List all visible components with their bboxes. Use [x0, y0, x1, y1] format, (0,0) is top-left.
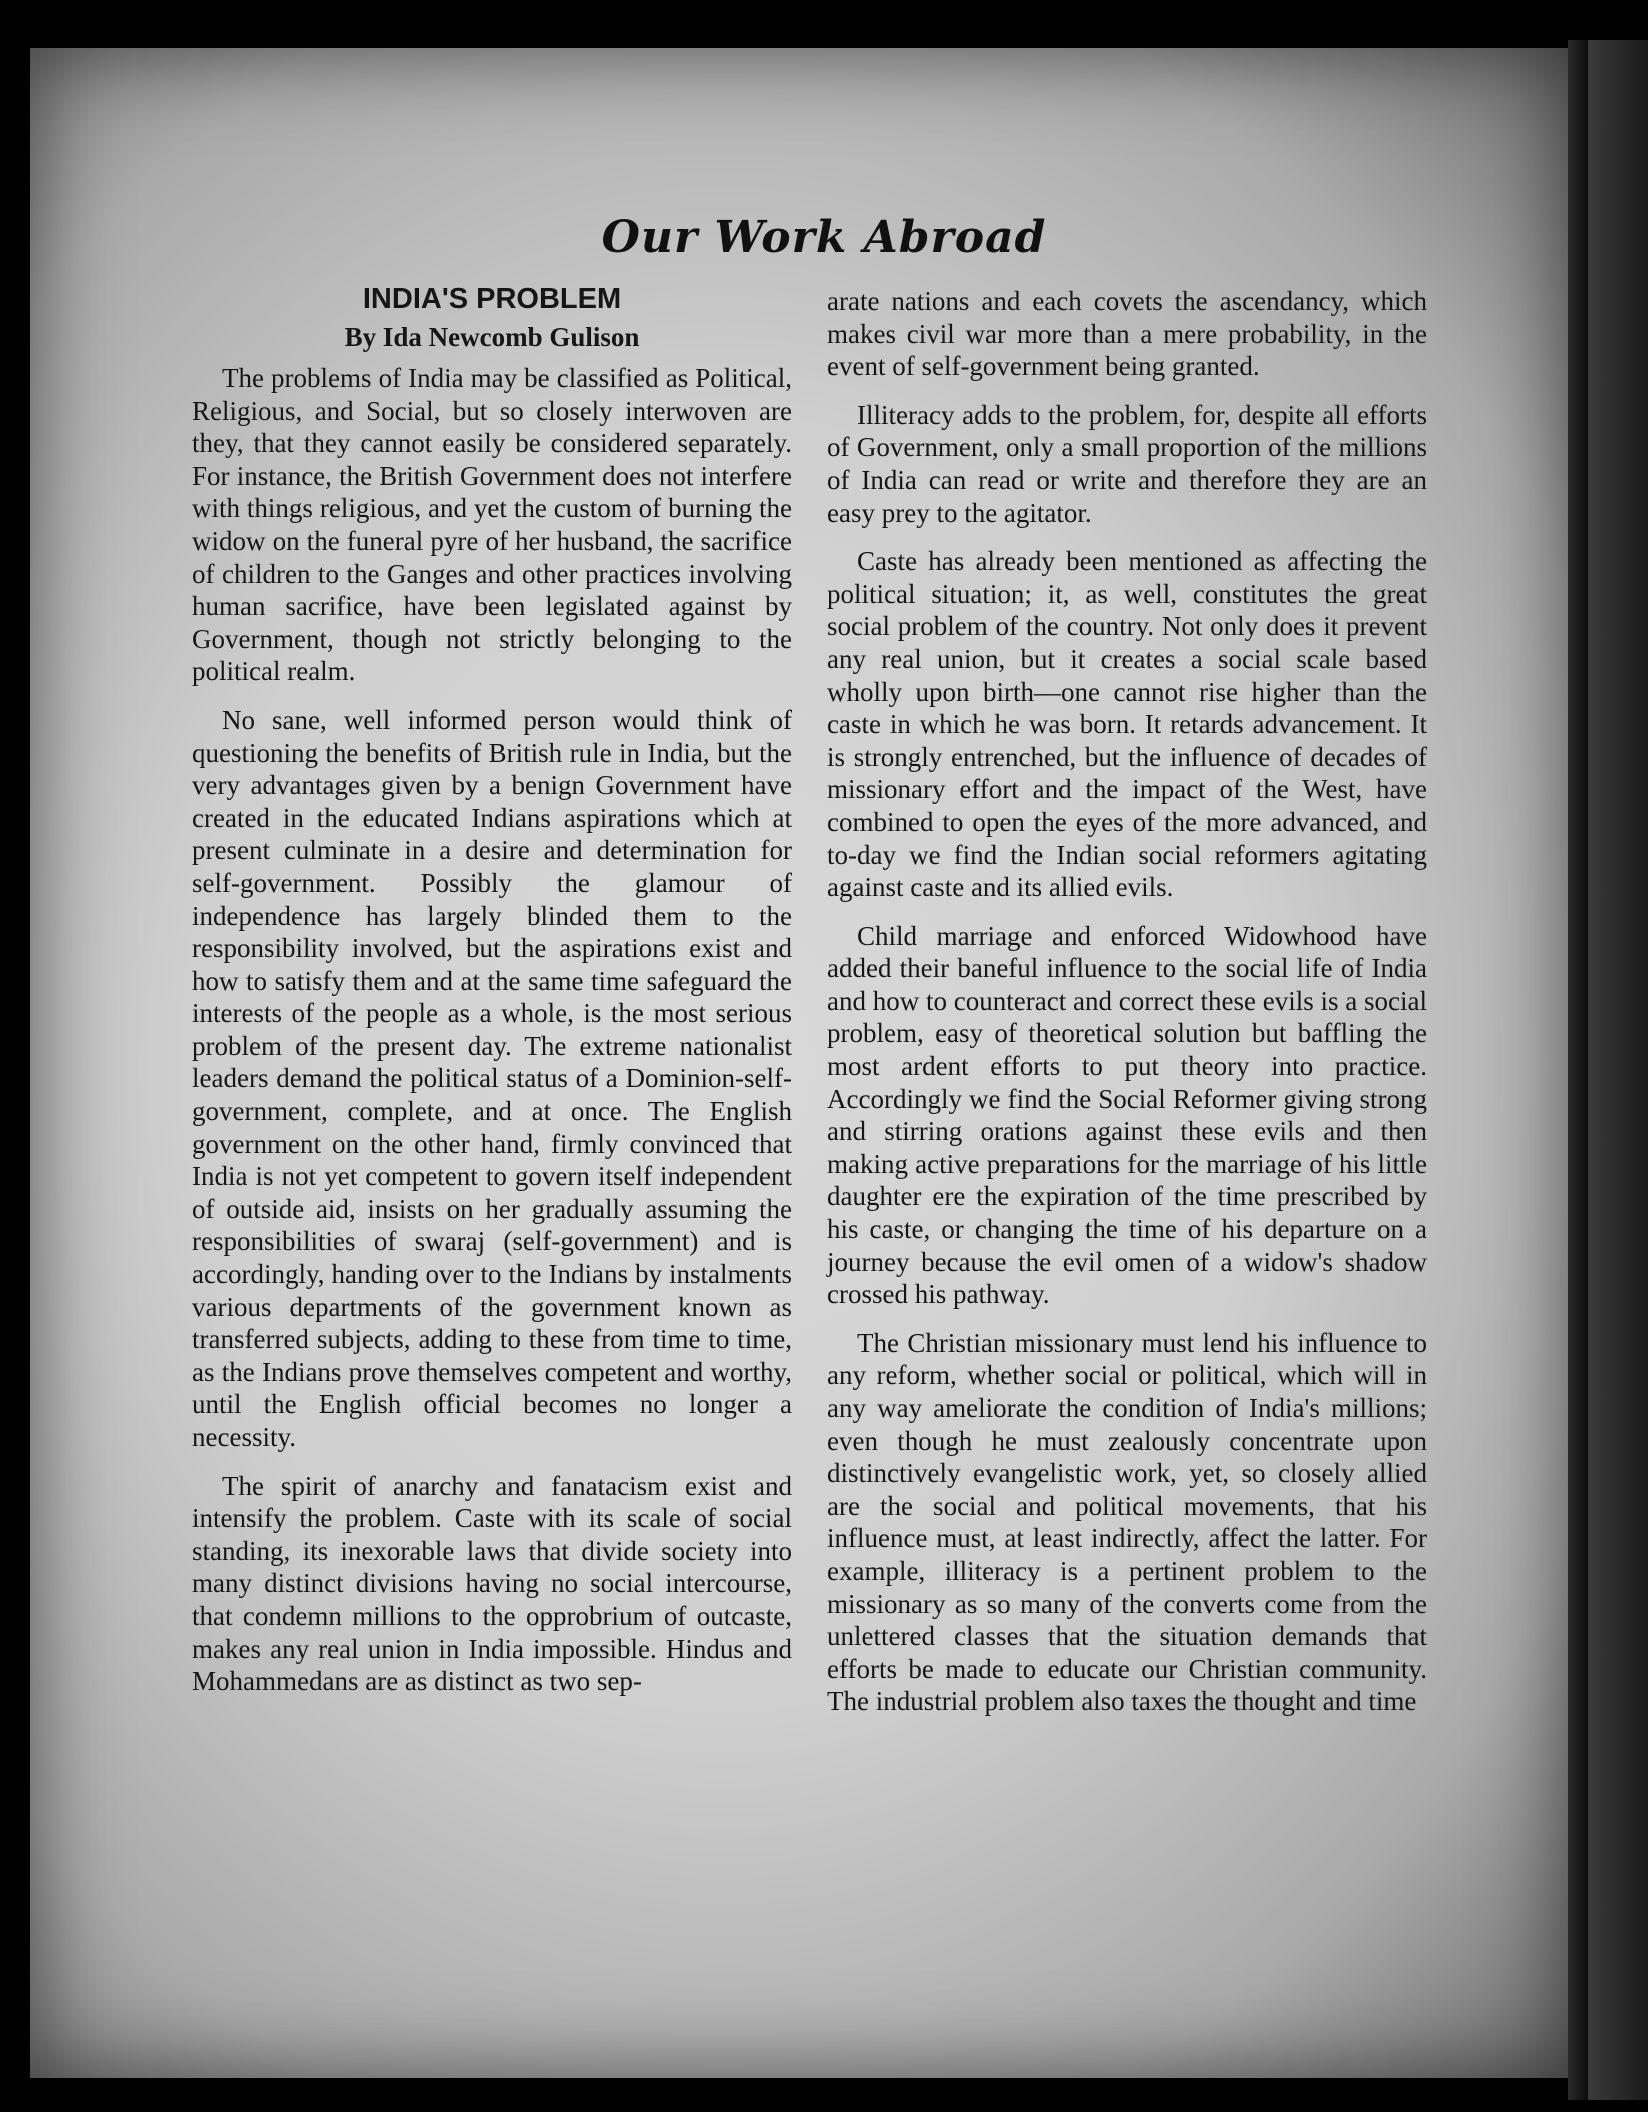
left-column [192, 282, 792, 1714]
page-spine [1568, 40, 1588, 2100]
adjacent-page-edge [1588, 40, 1648, 2100]
paragraph: The Christian missionary must lend his influence to any reform, whether social or political, which will in any way ameliorate the condition of India's millions; even though he must zealously concentrate upon distinctively evangelistic work, yet, so closely allied are the social and political movements, that his influence must, at least indirectly, affect the latter. For example, illiteracy is a pertinent problem to the missionary as so many of the converts come from the unlettered classes that the situation demands that efforts be made to educate our Christian community. The industrial problem also taxes the thought and time [827, 1327, 1427, 1717]
paragraph: No sane, well informed person would think of questioning the benefits of British rule in India, but the very advantages given by a benign Government have created in the educated Indians aspirations which at present culminate in a desire and determination for self-government. Possibly the glamour of independence has largely blinded them to the responsibility involved, but the aspirations exist and how to satisfy them and at the same time safeguard the interests of the people as a whole, is the most serious problem of the present day. The extreme nationalist leaders demand the political status of a Dominion-self-government, complete, and at once. The English government on the other hand, firmly convinced that India is not yet competent to govern itself independent of outside aid, insists on her gradually assuming the responsibilities of swaraj (self-government) and is accordingly, handing over to the Indians by instalments various departments of the government known as transferred subjects, adding to these from time to time, as the Indians prove themselves competent and worthy, until the English official becomes no longer a necessity. [192, 704, 792, 1452]
paragraph: Child marriage and enforced Widowhood have added their baneful influence to the social life of India and how to counteract and correct these evils is a social problem, easy of theoretical solution but baffling the most ardent efforts to put theory into practice. Accordingly we find the Social Reformer giving strong and stirring orations against these evils and then making active preparations for the marriage of his little daughter ere the expiration of the time prescribed by his caste, or changing the time of his departure on a journey because the evil omen of a widow's shadow crossed his pathway. [827, 920, 1427, 1310]
paragraph: The problems of India may be classified as Political, Religious, and Social, but so closely interwoven are they, that they cannot easily be considered separately. For instance, the British Government does not interfere with things religious, and yet the custom of burning the widow on the funeral pyre of her husband, the sacrifice of children to the Ganges and other practices involving human sacrifice, have been legislated against by Government, though not strictly belonging to the political realm. [192, 363, 792, 687]
article-byline: By Ida Newcomb Gulison [344, 322, 640, 352]
paragraph: Caste has already been mentioned as affecting the political situation; it, as well, constitutes the great social problem of the country. Not only does it prevent any real union, but it creates a social scale based wholly upon birth—one cannot rise higher than the caste in which he was born. It retards advancement. It is strongly entrenched, but the influence of decades of missionary effort and the impact of the West, have combined to open the eyes of the more advanced, and to-day we find the Indian social reformers agitating against caste and its allied evils. [827, 546, 1427, 903]
paragraph: The spirit of anarchy and fanatacism exist and intensify the problem. Caste with its scale of social standing, its inexorable laws that divide society into many distinct divisions having no social intercourse, that condemn millions to the opprobrium of outcaste, makes any real union in India impossible. Hindus and Mohammedans are as distinct as two sep- [192, 1470, 792, 1697]
article-title: INDIA'S PROBLEM [362, 283, 622, 315]
paragraph: arate nations and each covets the ascendancy, which makes civil war more than a mere probability, in the event of self-government being granted. [827, 286, 1427, 382]
section-heading: Our Work Abroad [601, 212, 1047, 263]
paragraph: Illiteracy adds to the problem, for, despite all efforts of Government, only a small proportion of the millions of India can read or write and therefore they are an easy prey to the agitator. [827, 399, 1427, 528]
right-column [827, 285, 1427, 1734]
